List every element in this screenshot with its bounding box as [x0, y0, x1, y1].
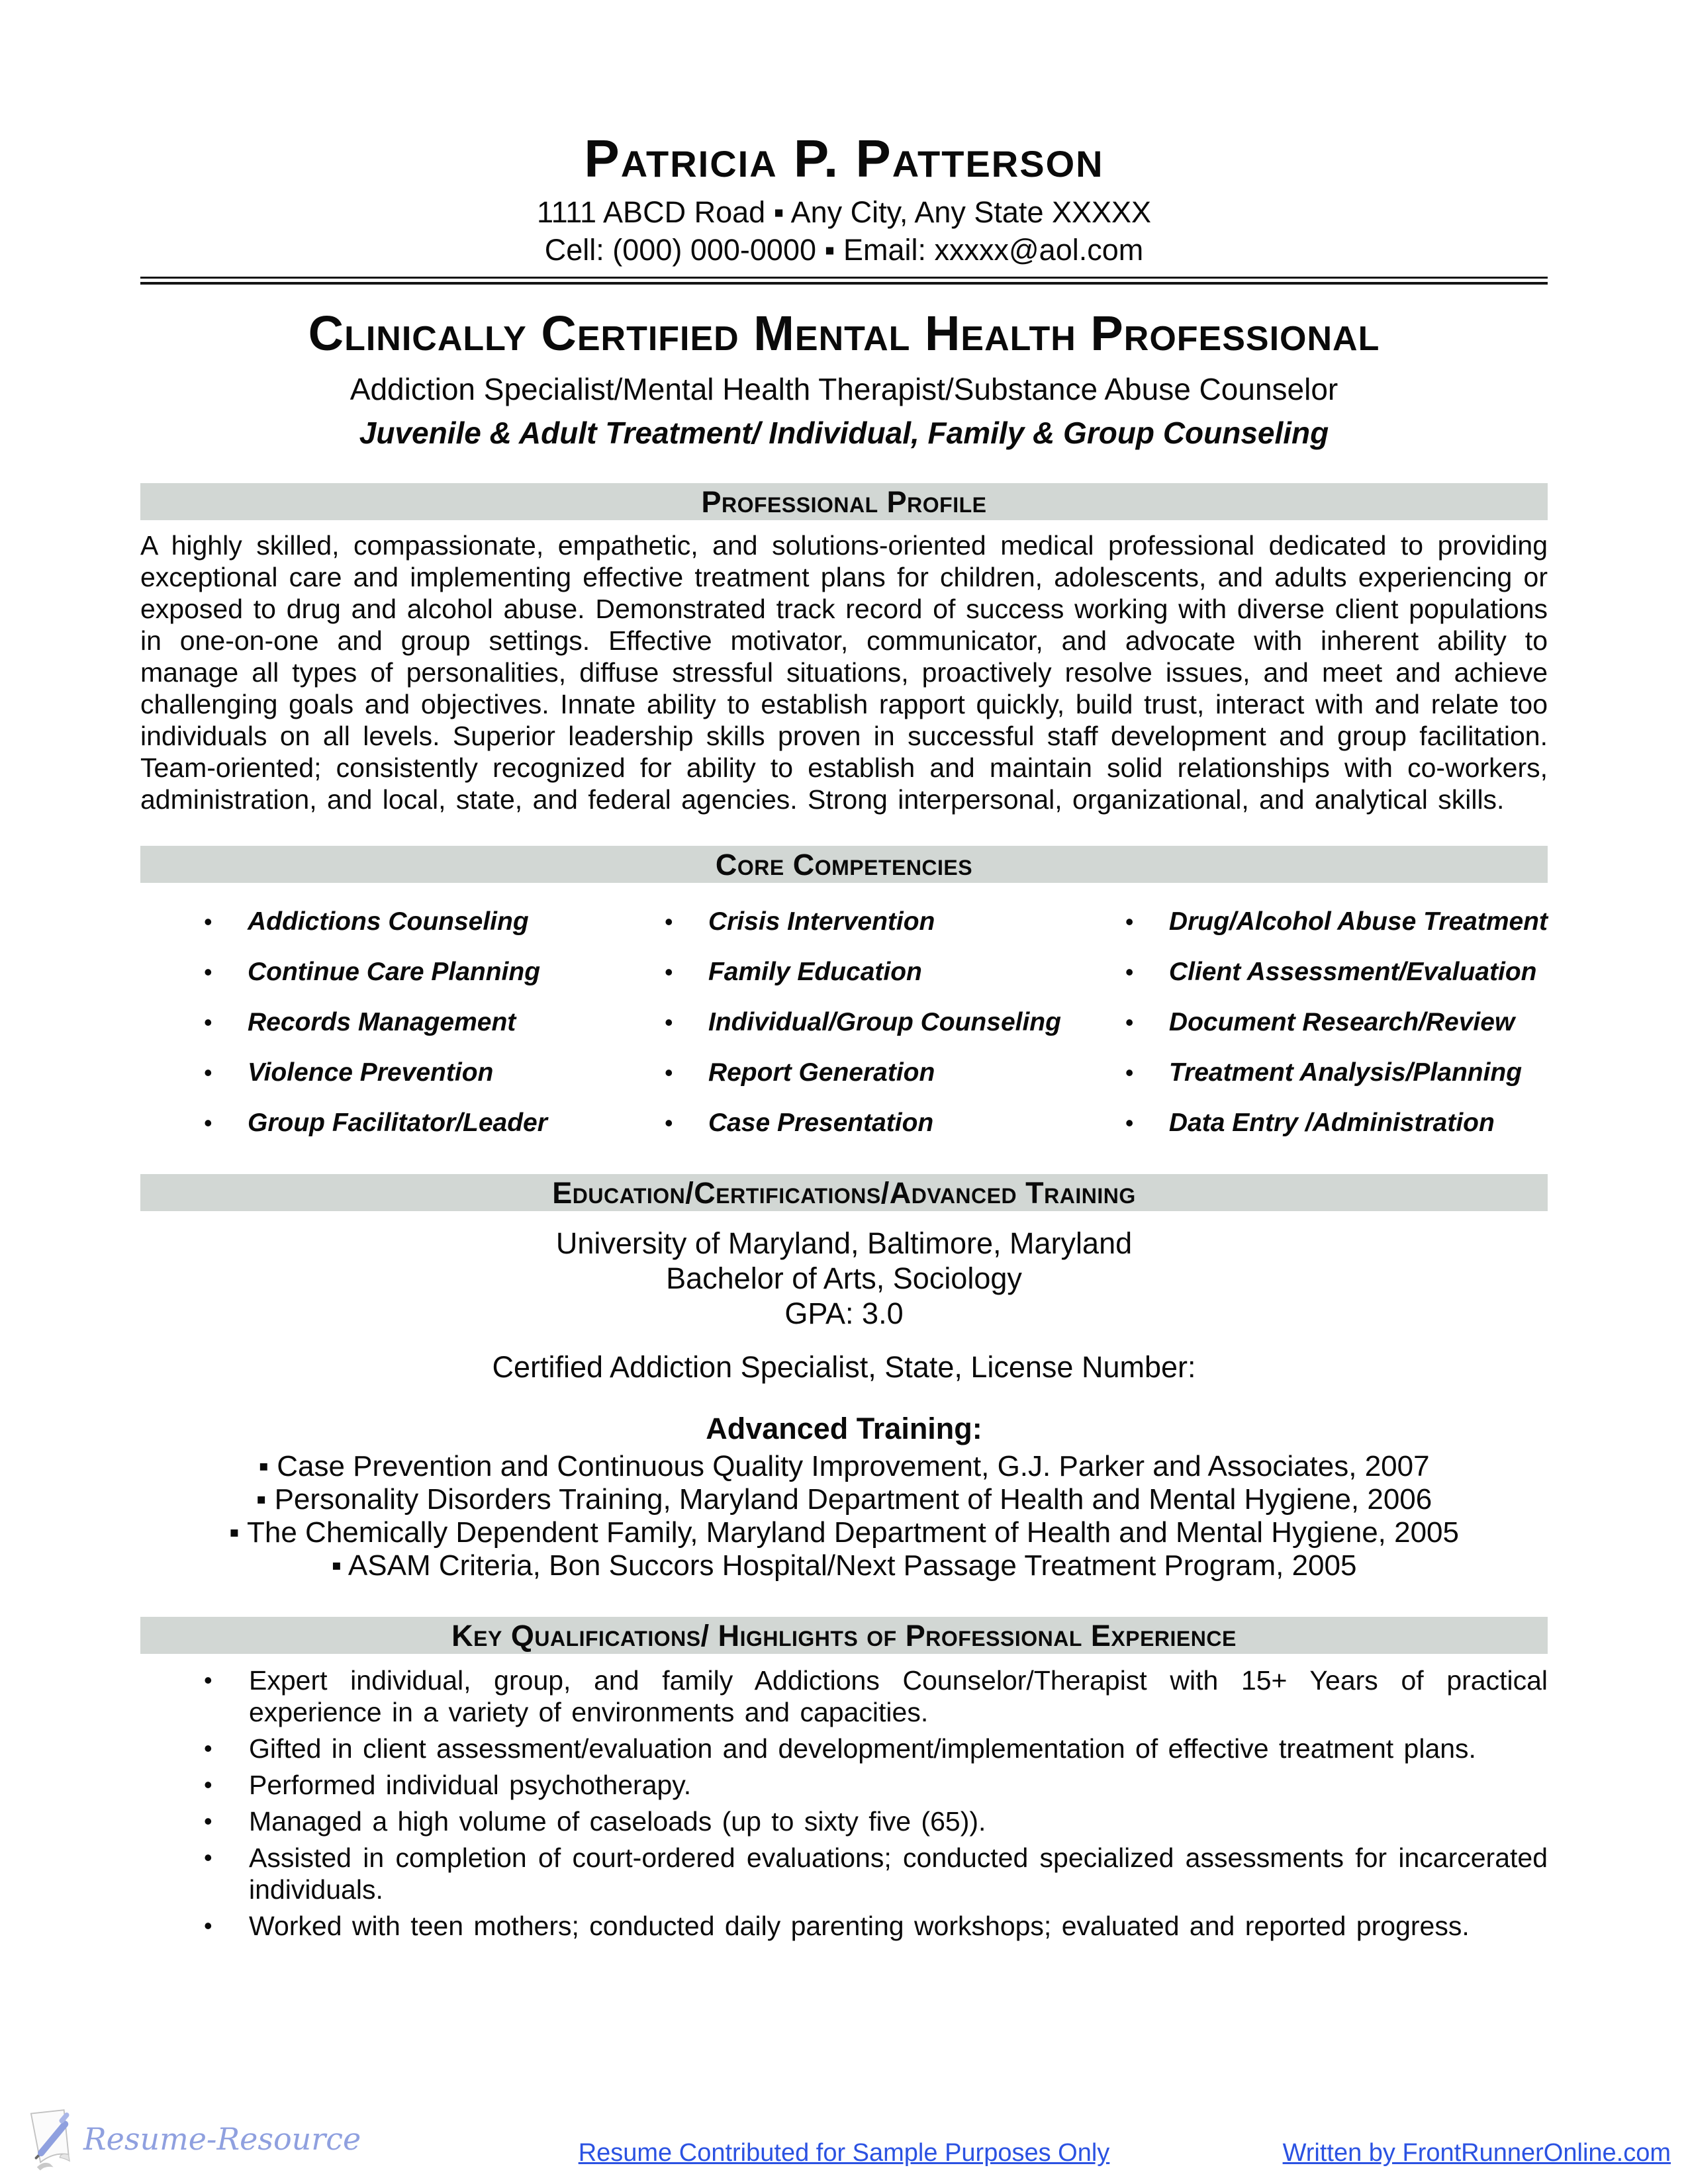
competency-item [601, 1059, 1062, 1087]
qualification-item [140, 1910, 1548, 1942]
advanced-training-heading: Advanced Training: [706, 1412, 982, 1445]
core-competencies-grid [140, 908, 1548, 1137]
competency-label: Family Education [708, 958, 922, 986]
competency-label: Continue Care Planning [248, 958, 541, 986]
address-line: 1111 ABCD Road ▪ Any City, Any State XXXXX [536, 195, 1152, 229]
subheadline: Addiction Specialist/Mental Health Therapist/Substance Abuse Counselor [350, 372, 1338, 406]
bullet-icon: • [664, 1109, 673, 1136]
bullet-icon: • [1125, 1109, 1134, 1136]
competency-label: Drug/Alcohol Abuse Treatment [1168, 907, 1548, 936]
competency-label: Client Assessment/Evaluation [1168, 958, 1537, 986]
competency-item [1062, 958, 1548, 986]
bullet-icon: • [664, 1059, 673, 1086]
section-heading-core-competencies: Core Competencies [140, 846, 1548, 883]
bullet-icon: • [1125, 1059, 1134, 1086]
competency-item [1062, 1009, 1548, 1036]
contact-line: Cell: (000) 000-0000 ▪ Email: xxxxx@aol.com [544, 233, 1144, 267]
bullet-icon: • [1125, 958, 1134, 985]
qualification-text: Performed individual psychotherapy. [249, 1770, 692, 1800]
competency-item [140, 1059, 601, 1087]
competency-item [601, 908, 1062, 936]
qualification-text: Worked with teen mothers; conducted daily parenting workshops; evaluated and reported progress. [249, 1911, 1470, 1941]
certification-line: Certified Addiction Specialist, State, License Number: [492, 1350, 1196, 1384]
resume-header [140, 0, 1548, 269]
sample-purposes-link[interactable]: Resume Contributed for Sample Purposes Only [578, 2139, 1110, 2167]
spacer [140, 1385, 1548, 1411]
bullet-icon: • [204, 1109, 212, 1136]
competency-label: Violence Prevention [248, 1058, 494, 1087]
competency-label: Treatment Analysis/Planning [1168, 1058, 1523, 1087]
competency-item [1062, 908, 1548, 936]
competency-label: Addictions Counseling [248, 907, 529, 936]
training-item: ▪ Personality Disorders Training, Maryland Department of Health and Mental Hygiene, 2006 [256, 1483, 1432, 1516]
education-line: Bachelor of Arts, Sociology [666, 1261, 1022, 1295]
specialty-line: Juvenile & Adult Treatment/ Individual, Family & Group Counseling [359, 416, 1329, 450]
title-block [140, 307, 1548, 450]
competency-label: Document Research/Review [1168, 1008, 1515, 1036]
section-heading-professional-profile: Professional Profile [140, 483, 1548, 520]
bullet-icon: • [204, 1771, 212, 1798]
competency-item [140, 958, 601, 986]
competency-item [140, 1109, 601, 1137]
written-by-link[interactable]: Written by FrontRunnerOnline.com [1282, 2139, 1671, 2167]
competency-item [601, 1009, 1062, 1036]
bullet-icon: • [204, 1666, 212, 1694]
qualification-item [140, 1769, 1548, 1801]
competency-label: Data Entry /Administration [1168, 1109, 1495, 1137]
professional-profile-paragraph: A highly skilled, compassionate, empathetic, and solutions-oriented medical professional dedicated to providing exceptional care and implementing effective treatment plans for children, adolescents, and adults experiencing or exposed to drug and alcohol abuse. Demonstrated track record of success working with diverse client populations in one-on-one and group settings. Effective motivator, communicator, and advocate with inherent ability to manage all types of personalities, diffuse stressful situations, proactively resolve issues, and meet and achieve challenging goals and objectives. Innate ability to establish rapport quickly, build trust, interact with and relate too individuals on all levels. Superior leadership skills proven in successful staff development and group facilitation. Team-oriented; consistently recognized for ability to establish and maintain solid relationships with co-workers, administration, and local, state, and federal agencies. Strong interpersonal, organizational, and analytical skills. [140, 530, 1548, 815]
competency-item [601, 958, 1062, 986]
bullet-icon: • [204, 1844, 212, 1871]
qualification-text: Assisted in completion of court-ordered evaluations; conducted specialized assessments for incarcerated individuals. [249, 1843, 1548, 1905]
training-item: ▪ Case Prevention and Continuous Quality Improvement, G.J. Parker and Associates, 2007 [258, 1450, 1430, 1482]
qualification-item [140, 1842, 1548, 1905]
logo-text: Resume-Resource [83, 2121, 361, 2157]
bullet-icon: • [204, 958, 212, 985]
competency-item [140, 1009, 601, 1036]
competency-label: Individual/Group Counseling [708, 1008, 1061, 1036]
section-heading-education: Education/Certifications/Advanced Training [140, 1174, 1548, 1211]
bullet-icon: • [664, 958, 673, 985]
education-line: University of Maryland, Baltimore, Maryland [555, 1226, 1133, 1260]
competency-label: Case Presentation [708, 1109, 934, 1137]
competency-item [601, 1109, 1062, 1137]
competency-item [1062, 1109, 1548, 1137]
bullet-icon: • [664, 908, 673, 935]
competency-column [1062, 908, 1548, 1137]
training-item: ▪ The Chemically Dependent Family, Maryland Department of Health and Mental Hygiene, 2005 [228, 1516, 1460, 1549]
section-heading-key-qualifications: Key Qualifications/ Highlights of Professional Experience [140, 1617, 1548, 1654]
qualification-item [140, 1733, 1548, 1764]
competency-label: Report Generation [708, 1058, 935, 1087]
competency-column [140, 908, 601, 1137]
education-line: GPA: 3.0 [784, 1297, 904, 1330]
bullet-icon: • [204, 1059, 212, 1086]
competency-label: Group Facilitator/Leader [248, 1109, 547, 1137]
bullet-icon: • [204, 1807, 212, 1835]
paper-and-pen-icon [25, 2106, 77, 2172]
bullet-icon: • [204, 908, 212, 935]
education-block [140, 1226, 1548, 1582]
competency-item [1062, 1059, 1548, 1087]
headline: Clinically Certified Mental Health Professional [308, 306, 1380, 361]
bullet-icon: • [1125, 908, 1134, 935]
qualification-text: Gifted in client assessment/evaluation and development/implementation of effective treatment plans. [249, 1733, 1476, 1764]
qualification-item [140, 1664, 1548, 1728]
qualification-text: Expert individual, group, and family Addictions Counselor/Therapist with 15+ Years of practical experience in a variety of environments and capacities. [249, 1665, 1548, 1727]
bullet-icon: • [204, 1912, 212, 1939]
key-qualifications-list [140, 1664, 1548, 1942]
competency-column [601, 908, 1062, 1137]
competency-item [140, 908, 601, 936]
qualification-text: Managed a high volume of caseloads (up to sixty five (65)). [249, 1806, 986, 1837]
bullet-icon: • [204, 1009, 212, 1036]
training-item: ▪ ASAM Criteria, Bon Succors Hospital/Next Passage Treatment Program, 2005 [331, 1549, 1357, 1582]
resume-resource-logo [25, 2106, 361, 2172]
qualification-item [140, 1805, 1548, 1837]
bullet-icon: • [664, 1009, 673, 1036]
header-divider [140, 277, 1548, 285]
competency-label: Crisis Intervention [708, 907, 935, 936]
bullet-icon: • [204, 1735, 212, 1762]
candidate-name: Patricia P. Patterson [584, 129, 1104, 188]
bullet-icon: • [1125, 1009, 1134, 1036]
spacer [140, 1331, 1548, 1349]
competency-label: Records Management [248, 1008, 516, 1036]
